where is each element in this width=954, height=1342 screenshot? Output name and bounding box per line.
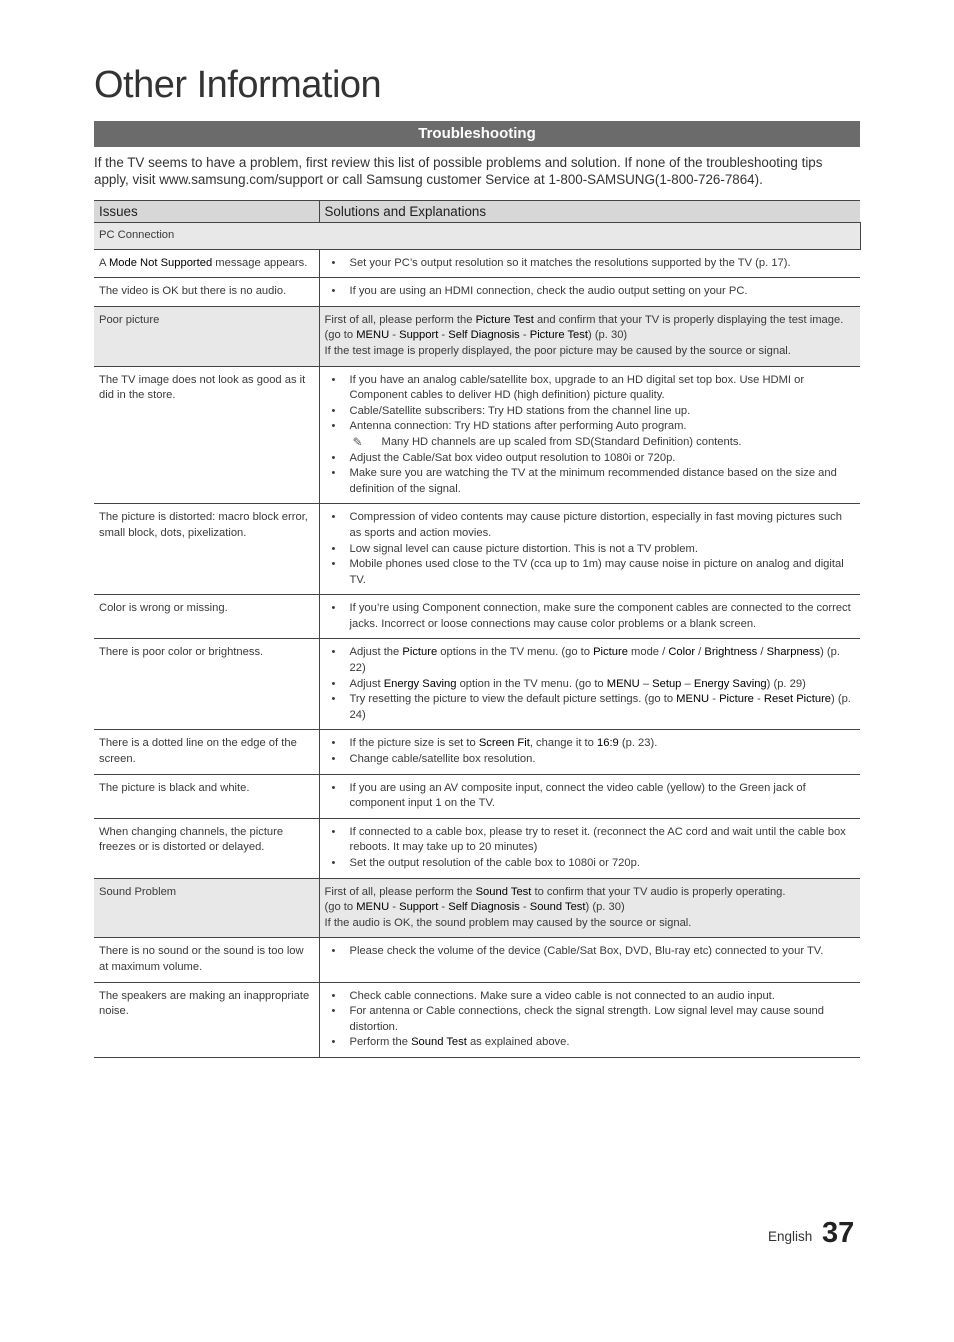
bullet-item: • Please check the volume of the device (Cable/Sat Box, DVD, Blu-ray etc) connected to your TV. — [325, 944, 856, 960]
bullet-item: • Check cable connections. Make sure a video cable is not connected to an audio input. — [325, 989, 856, 1005]
issue-cell: Color is wrong or missing. — [94, 595, 319, 639]
intro-paragraph: If the TV seems to have a problem, first review this list of possible problems and solution. If none of the troubleshooting tips apply, visit www.samsung.com/support or call Samsung customer Service at 1-800-SAMSUNG(1-800-726-7864). — [94, 155, 823, 187]
solution-cell — [319, 982, 860, 1057]
bullet-item: • If you are using an HDMI connection, check the audio output setting on your PC. — [325, 284, 856, 300]
troubleshooting-table — [94, 200, 861, 1058]
bullet-item: • Change cable/satellite box resolution. — [325, 752, 856, 768]
solution-paragraph: First of all, please perform the Picture Test and confirm that your TV is properly displaying the test image. (go to MENU - Support - Self Diagnosis - Picture Test) (p. 30) — [324, 313, 844, 342]
bullet-item: • Set your PC’s output resolution so it matches the resolutions supported by the TV (p. 17). — [325, 256, 856, 272]
solution-cell — [319, 504, 860, 595]
category-label: PC Connection — [94, 223, 860, 250]
bullet-item: • If you have an analog cable/satellite box, upgrade to an HD digital set top box. Use HDMI or Component cables to deliver HD (high definition) picture quality. — [325, 373, 856, 404]
bullet-item: • If you are using an AV composite input, connect the video cable (yellow) to the Green jack of component input 1 on the TV. — [325, 781, 856, 812]
pencil-icon: ✎ — [352, 434, 363, 449]
solution-cell — [319, 366, 860, 504]
bullet-item: • Set the output resolution of the cable box to 1080i or 720p. — [325, 856, 856, 872]
bullet-item: • Make sure you are watching the TV at the minimum recommended distance based on the size and definition of the signal. — [325, 466, 856, 497]
bullet-item: • For antenna or Cable connections, check the signal strength. Low signal level may cause sound distortion. — [325, 1004, 856, 1035]
bullet-item: • Antenna connection: Try HD stations after performing Auto program. — [325, 419, 856, 435]
issue-cell: Poor picture — [94, 306, 319, 366]
issue-cell: The speakers are making an inappropriate noise. — [94, 982, 319, 1057]
solution-cell — [319, 818, 860, 878]
bullet-item: • If the picture size is set to Screen Fit, change it to 16:9 (p. 23). — [325, 736, 856, 752]
solution-cell — [319, 306, 860, 366]
bullet-item: • Low signal level can cause picture distortion. This is not a TV problem. — [325, 542, 856, 558]
bullet-item: • If you’re using Component connection, make sure the component cables are connected to the correct jacks. Incorrect or loose connections may cause color problems or a blank screen. — [325, 601, 856, 632]
solution-cell — [319, 938, 860, 982]
table-row — [94, 818, 860, 878]
solution-paragraph: If the test image is properly displayed, the poor picture may be caused by the source or signal. — [324, 344, 791, 357]
table-row — [94, 306, 860, 366]
solutions-header: Solutions and Explanations — [319, 201, 860, 223]
issues-header: Issues — [94, 201, 319, 223]
solution-paragraph: If the audio is OK, the sound problem may caused by the source or signal. — [324, 916, 692, 929]
solution-paragraph: First of all, please perform the Sound Test to confirm that your TV audio is properly operating. — [324, 885, 786, 898]
note-item: ✎ Many HD channels are up scaled from SD(Standard Definition) contents. — [352, 434, 742, 449]
issue-cell: A Mode Not Supported message appears. — [94, 249, 319, 278]
bullet-item: • Adjust the Picture options in the TV menu. (go to Picture mode / Color / Brightness / Sharpness) (p. 22) — [325, 645, 856, 676]
table-header-row — [94, 201, 860, 223]
table-row — [94, 504, 860, 595]
table-row — [94, 278, 860, 307]
issue-cell: Sound Problem — [94, 878, 319, 938]
solution-cell — [319, 595, 860, 639]
table-row — [94, 774, 860, 818]
solution-paragraph: (go to MENU - Support - Self Diagnosis - Sound Test) (p. 30) — [324, 901, 625, 914]
issue-cell: There is poor color or brightness. — [94, 639, 319, 730]
table-row — [94, 639, 860, 730]
footer-language: English — [768, 1229, 813, 1244]
solution-cell — [319, 774, 860, 818]
solution-cell — [319, 878, 860, 938]
solution-cell — [319, 730, 860, 774]
table-row — [94, 730, 860, 774]
bullet-item: • Adjust the Cable/Sat box video output resolution to 1080i or 720p. — [325, 451, 856, 467]
table-row — [94, 938, 860, 982]
table-row — [94, 366, 860, 504]
section-heading: Troubleshooting — [94, 121, 860, 147]
page-number: 37 — [822, 1217, 855, 1249]
category-row — [94, 223, 860, 250]
table-row — [94, 982, 860, 1057]
bullet-item: • Cable/Satellite subscribers: Try HD stations from the channel line up. — [325, 404, 856, 420]
bullet-item: • Mobile phones used close to the TV (cca up to 1m) may cause noise in picture on analog and digital TV. — [325, 557, 856, 588]
table-row — [94, 249, 860, 278]
issue-cell: The TV image does not look as good as it did in the store. — [94, 366, 319, 504]
issue-cell: The picture is distorted: macro block error, small block, dots, pixelization. — [94, 504, 319, 595]
issue-cell: The video is OK but there is no audio. — [94, 278, 319, 307]
solution-cell — [319, 249, 860, 278]
issue-cell: When changing channels, the picture freezes or is distorted or delayed. — [94, 818, 319, 878]
issue-cell: The picture is black and white. — [94, 774, 319, 818]
solution-cell — [319, 639, 860, 730]
bullet-item: • Perform the Sound Test as explained above. — [325, 1035, 856, 1051]
issue-cell: There is no sound or the sound is too low at maximum volume. — [94, 938, 319, 982]
solution-cell — [319, 278, 860, 307]
bullet-item: • Try resetting the picture to view the default picture settings. (go to MENU - Picture - Reset Picture) (p. 24) — [325, 692, 856, 723]
issue-cell: There is a dotted line on the edge of the screen. — [94, 730, 319, 774]
bullet-item: • Compression of video contents may cause picture distortion, especially in fast moving pictures such as sports and action movies. — [325, 510, 856, 541]
page-title: Other Information — [94, 64, 382, 106]
bullet-item: • Adjust Energy Saving option in the TV menu. (go to MENU – Setup – Energy Saving) (p. 29) — [325, 677, 856, 693]
table-row — [94, 595, 860, 639]
bullet-item: • If connected to a cable box, please try to reset it. (reconnect the AC cord and wait until the cable box reboots. It may take up to 20 minutes) — [325, 825, 856, 856]
table-row — [94, 878, 860, 938]
